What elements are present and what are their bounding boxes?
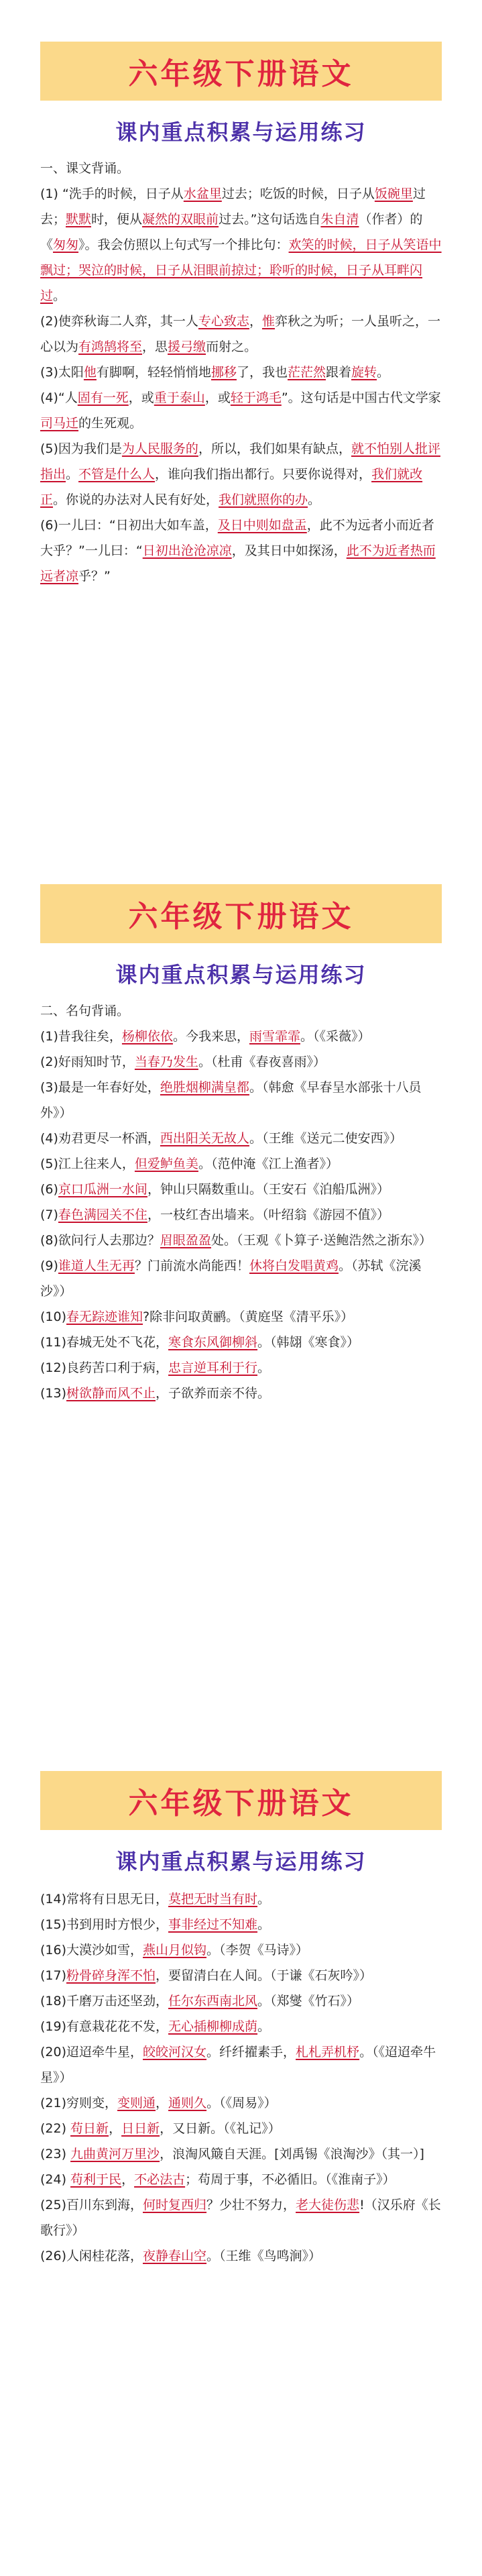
item-text: 》。我会仿照以上句式写一个排比句： bbox=[78, 237, 289, 252]
list-item bbox=[40, 436, 442, 513]
answer-text: 但爱鲈鱼美 bbox=[134, 1157, 198, 1171]
item-text: (11)春城无处不飞花， bbox=[40, 1335, 169, 1350]
title-banner-2 bbox=[40, 884, 442, 943]
answer-text: 九曲黄河万里沙 bbox=[70, 2147, 160, 2161]
list-item bbox=[40, 1937, 442, 1963]
item-list bbox=[40, 1024, 442, 1406]
answer-text: 水盆里 bbox=[183, 186, 222, 201]
item-text: ，思 bbox=[142, 339, 168, 354]
item-text: ”。这句话是中国古代文学家 bbox=[281, 390, 441, 405]
list-item bbox=[40, 309, 442, 360]
answer-text: 为人民服务的 bbox=[121, 441, 198, 456]
answer-text: 京口瓜洲一水间 bbox=[58, 1182, 147, 1197]
item-text: 时，便从 bbox=[91, 212, 143, 227]
answer-text: 专心致志 bbox=[198, 314, 249, 329]
answer-text: 饭碗里 bbox=[374, 186, 413, 201]
answer-text: 他 bbox=[83, 365, 97, 380]
item-text: 乎？” bbox=[78, 569, 111, 584]
answer-text: 通则久 bbox=[168, 2096, 207, 2110]
answer-text: 默默 bbox=[66, 212, 92, 227]
page-subtitle: 课内重点积累与运用练习 bbox=[115, 962, 367, 987]
item-text: !（汉乐府《长歌行》） bbox=[40, 2198, 441, 2238]
item-text: 的生死观。 bbox=[78, 416, 143, 431]
answer-text: 不必法古 bbox=[134, 2172, 186, 2187]
item-text: ，子欲养而亲不待。 bbox=[156, 1386, 271, 1401]
answer-text: 当春乃发生 bbox=[134, 1055, 198, 1069]
item-text: (17) bbox=[40, 1968, 67, 1983]
list-item bbox=[40, 1049, 442, 1075]
item-text: (13) bbox=[40, 1386, 67, 1401]
item-text: (5)因为我们是 bbox=[40, 441, 122, 456]
list-item bbox=[40, 1355, 442, 1381]
answer-text: 固有一死 bbox=[77, 390, 129, 405]
item-text: (1) “洗手的时候，日子从 bbox=[40, 186, 184, 201]
answer-text: 此不为近者热而远者凉 bbox=[40, 543, 436, 584]
item-text: 。 bbox=[257, 2019, 271, 2034]
page-subtitle: 课内重点积累与运用练习 bbox=[115, 119, 367, 145]
item-text: 跟着 bbox=[326, 365, 352, 380]
answer-text: 春无踪迹谁知 bbox=[66, 1309, 143, 1324]
answer-text: 司马迁 bbox=[40, 416, 79, 431]
item-text: ，及其日中如探汤， bbox=[231, 543, 347, 558]
item-text: (21)穷则变， bbox=[40, 2096, 118, 2110]
list-item bbox=[40, 1381, 442, 1406]
list-item bbox=[40, 2141, 442, 2167]
item-text: (3)最是一年春好处， bbox=[40, 1080, 160, 1095]
answer-text: 有鸿鹄将至 bbox=[78, 339, 143, 354]
list-item bbox=[40, 2167, 442, 2192]
answer-text: 就不怕别人批评指出 bbox=[40, 441, 440, 482]
list-item bbox=[40, 385, 442, 436]
item-text: (22) bbox=[40, 2121, 71, 2136]
answer-text: 挪移 bbox=[210, 365, 237, 380]
item-text: (14)常将有日思无日， bbox=[40, 1892, 169, 1907]
list-item bbox=[40, 1886, 442, 1912]
section-heading: 一、课文背诵。 bbox=[40, 161, 130, 176]
list-item bbox=[40, 360, 442, 385]
section-heading: 二、名句背诵。 bbox=[40, 1004, 130, 1018]
list-item bbox=[40, 2090, 442, 2116]
section-2-content bbox=[40, 998, 442, 1406]
answer-text: 重于泰山 bbox=[154, 390, 205, 405]
item-text: (2)使弈秋诲二人弈，其一人 bbox=[40, 314, 198, 329]
item-text: 。（韩愈《早春呈水部张十八员外》） bbox=[40, 1080, 422, 1120]
item-text: (2)好雨知时节， bbox=[40, 1055, 135, 1069]
item-text: (16)大漠沙如雪， bbox=[40, 1943, 143, 1957]
list-item bbox=[40, 513, 442, 589]
title-banner-3 bbox=[40, 1771, 442, 1830]
page-subtitle: 课内重点积累与运用练习 bbox=[115, 1849, 367, 1874]
answer-text: 茫茫然 bbox=[287, 365, 326, 380]
answer-text: 苟日新 bbox=[70, 2121, 109, 2136]
list-item bbox=[40, 2014, 442, 2039]
item-text: (23) bbox=[40, 2147, 71, 2161]
item-text: 。（苏轼《浣溪沙》） bbox=[40, 1258, 422, 1299]
list-item bbox=[40, 1024, 442, 1049]
item-text: ，所以，我们如果有缺点， bbox=[198, 441, 351, 456]
list-item bbox=[40, 1126, 442, 1151]
item-text: 。（韩翃《寒食》） bbox=[257, 1335, 360, 1350]
item-text: (25)百川东到海， bbox=[40, 2198, 143, 2212]
item-text: 。（李贺《马诗》） bbox=[206, 1943, 309, 1957]
item-text: 。 bbox=[257, 1892, 271, 1907]
answer-text: 札札弄机杼 bbox=[296, 2045, 360, 2059]
answer-text: 日日新 bbox=[121, 2121, 160, 2136]
answer-text: 日初出沧沧凉凉 bbox=[142, 543, 232, 558]
list-item bbox=[40, 1988, 442, 2014]
answer-text: 我们就改正 bbox=[40, 467, 423, 507]
item-text: 过去。”这句话选自 bbox=[219, 212, 321, 227]
item-text: 。今我来思， bbox=[172, 1029, 249, 1044]
answer-text: 老大徒伤悲 bbox=[296, 2198, 360, 2212]
item-text: ；苟周于事，不必循旧。（《淮南子》） bbox=[185, 2172, 396, 2187]
item-text: ，或 bbox=[128, 390, 154, 405]
list-item bbox=[40, 1202, 442, 1228]
item-text: 。（《采薇》） bbox=[300, 1029, 371, 1044]
item-text: (8)欲问行人去那边？ bbox=[40, 1233, 160, 1248]
list-item bbox=[40, 1912, 442, 1937]
answer-text: 旋转 bbox=[351, 365, 377, 380]
answer-text: 无心插柳柳成荫 bbox=[168, 2019, 258, 2034]
answer-text: 休将白发唱黄鸡 bbox=[249, 1258, 339, 1273]
list-item bbox=[40, 1304, 442, 1330]
item-text: ，一枝红杏出墙来。（叶绍翁《游园不值》） bbox=[147, 1208, 389, 1222]
item-text: ，谁向我们指出都行。只要你说得对， bbox=[155, 467, 372, 482]
item-text: (9) bbox=[40, 1258, 58, 1273]
item-text: ？少壮不努力， bbox=[206, 2198, 296, 2212]
item-text: (18)千磨万击还坚劲， bbox=[40, 1994, 169, 2008]
answer-text: 欢笑的时候，日子从笑语中飘过；哭泣的时候，日子从泪眼前掠过；聆听的时候，日子从耳畔闪过 bbox=[40, 237, 442, 303]
list-item bbox=[40, 1228, 442, 1253]
answer-text: 夜静春山空 bbox=[143, 2249, 207, 2263]
item-text: (19)有意栽花花不发， bbox=[40, 2019, 169, 2034]
answer-text: 任尔东西南北风 bbox=[168, 1994, 258, 2008]
answer-text: 不管是什么人 bbox=[78, 467, 156, 482]
item-text: (12)良药苦口利于病， bbox=[40, 1360, 169, 1375]
item-list bbox=[40, 181, 442, 589]
answer-text: 谁道人生无再 bbox=[58, 1258, 135, 1273]
item-text: ，此不为远者小而近者大乎？”一儿曰：“ bbox=[40, 518, 434, 558]
item-text: ， bbox=[109, 2121, 122, 2136]
item-text: 。（郑燮《竹石》） bbox=[257, 1994, 360, 2008]
item-text: 。 bbox=[53, 288, 66, 303]
list-item bbox=[40, 1177, 442, 1202]
answer-text: 变则通 bbox=[117, 2096, 156, 2110]
answer-text: 树欲静而风不止 bbox=[66, 1386, 156, 1401]
answer-text: 杨柳依依 bbox=[121, 1029, 173, 1044]
answer-text: 轻于鸿毛 bbox=[230, 390, 282, 405]
item-text: 。 bbox=[66, 467, 79, 482]
list-item bbox=[40, 1963, 442, 1988]
item-text: (24) bbox=[40, 2172, 71, 2187]
item-text: 过去；吃饭的时候，日子从 bbox=[221, 186, 375, 201]
item-text: ，钟山只隔数重山。（王安石《泊船瓜洲》） bbox=[147, 1182, 389, 1197]
answer-text: 凝然的双眼前 bbox=[142, 212, 219, 227]
answer-text: 皎皎河汉女 bbox=[143, 2045, 207, 2059]
list-item bbox=[40, 1253, 442, 1304]
item-text: 。纤纤擢素手， bbox=[206, 2045, 296, 2059]
answer-text: 援弓缴 bbox=[168, 339, 206, 354]
answer-text: 我们就照你的办 bbox=[219, 492, 308, 507]
answer-text: 眉眼盈盈 bbox=[160, 1233, 211, 1248]
item-text: (26)人闲桂花落， bbox=[40, 2249, 143, 2263]
list-item bbox=[40, 1330, 442, 1355]
item-text: (6)一儿曰：“日初出大如车盖， bbox=[40, 518, 218, 533]
item-text: (10) bbox=[40, 1309, 67, 1324]
item-text: ， bbox=[249, 314, 262, 329]
item-text: 。（杜甫《春夜喜雨》） bbox=[198, 1055, 326, 1069]
item-text: ， bbox=[121, 2172, 135, 2187]
list-item bbox=[40, 1151, 442, 1177]
item-text: (5)江上往来人， bbox=[40, 1157, 135, 1171]
item-text: (1)昔我往矣， bbox=[40, 1029, 122, 1044]
item-text: 过去； bbox=[40, 186, 426, 227]
item-text: 。（王维《送元二使安西》） bbox=[249, 1131, 402, 1146]
item-text: 有脚啊，轻轻悄悄地 bbox=[96, 365, 211, 380]
title-banner-1 bbox=[40, 42, 442, 101]
item-text: 。 bbox=[257, 1360, 271, 1375]
item-text: 。 bbox=[308, 492, 321, 507]
item-text: ， bbox=[156, 2096, 169, 2110]
item-text: 。（《周易》） bbox=[206, 2096, 277, 2110]
item-list bbox=[40, 1886, 442, 2269]
item-text: 。（《迢迢牵牛星》） bbox=[40, 2045, 436, 2085]
list-item bbox=[40, 1075, 442, 1126]
item-text: (4)“人 bbox=[40, 390, 78, 405]
list-item bbox=[40, 2243, 442, 2269]
item-text: (15)书到用时方恨少， bbox=[40, 1917, 169, 1932]
answer-text: 匆匆 bbox=[53, 237, 79, 252]
answer-text: 寒食东风御柳斜 bbox=[168, 1335, 258, 1350]
item-text: 。 bbox=[257, 1917, 271, 1932]
answer-text: 雨雪霏霏 bbox=[249, 1029, 300, 1044]
answer-text: 苟利于民 bbox=[70, 2172, 122, 2187]
item-text: (7) bbox=[40, 1208, 58, 1222]
answer-text: 朱自清 bbox=[320, 212, 359, 227]
answer-text: 莫把无时当有时 bbox=[168, 1892, 258, 1907]
item-text: ，浪淘风簸自天涯。[刘禹锡《浪淘沙》（其一）] bbox=[160, 2147, 424, 2161]
answer-text: 绝胜烟柳满皇都 bbox=[160, 1080, 249, 1095]
item-text: 处。（王观《卜算子·送鲍浩然之浙东》） bbox=[210, 1233, 432, 1248]
item-text: ?除非问取黄鹂。（黄庭坚《清平乐》） bbox=[143, 1309, 354, 1324]
item-text: 。（范仲淹《江上渔者》） bbox=[198, 1157, 339, 1171]
item-text: ，又日新。（《礼记》） bbox=[160, 2121, 281, 2136]
answer-text: 惟 bbox=[261, 314, 275, 329]
section-3-content bbox=[40, 1886, 442, 2269]
item-text: (4)劝君更尽一杯酒， bbox=[40, 1131, 160, 1146]
section-1-content bbox=[40, 156, 442, 589]
item-text: 。你说的办法对人民有好处， bbox=[53, 492, 219, 507]
item-text: 弈秋之为听；一人虽听之，一心以为 bbox=[40, 314, 440, 354]
item-text: ？门前流水尚能西！ bbox=[134, 1258, 249, 1273]
item-text: (20)迢迢牵牛星， bbox=[40, 2045, 143, 2059]
answer-text: 忠言逆耳利于行 bbox=[168, 1360, 258, 1375]
item-text: 了，我也 bbox=[236, 365, 288, 380]
item-text: ，或 bbox=[204, 390, 231, 405]
answer-text: 事非经过不知难 bbox=[168, 1917, 258, 1932]
answer-text: 燕山月似钩 bbox=[143, 1943, 207, 1957]
list-item bbox=[40, 2116, 442, 2141]
item-text: 。（王维《鸟鸣涧》） bbox=[206, 2249, 322, 2263]
item-text: （作者）的《 bbox=[40, 212, 423, 252]
answer-text: 粉骨碎身浑不怕 bbox=[66, 1968, 156, 1983]
item-text: (3)太阳 bbox=[40, 365, 84, 380]
list-item bbox=[40, 181, 442, 309]
list-item bbox=[40, 2039, 442, 2090]
item-text: ，要留清白在人间。（于谦《石灰吟》） bbox=[156, 1968, 373, 1983]
page-title: 六年级下册语文 bbox=[128, 900, 354, 934]
item-text: 。 bbox=[377, 365, 390, 380]
page-title: 六年级下册语文 bbox=[128, 1786, 354, 1821]
list-item bbox=[40, 2192, 442, 2243]
answer-text: 西出阳关无故人 bbox=[160, 1131, 249, 1146]
answer-text: 及日中则如盘盂 bbox=[217, 518, 307, 533]
page-title: 六年级下册语文 bbox=[128, 57, 354, 91]
item-text: (6) bbox=[40, 1182, 58, 1197]
answer-text: 春色满园关不住 bbox=[58, 1208, 147, 1222]
item-text: 而射之。 bbox=[206, 339, 257, 354]
answer-text: 何时复西归 bbox=[143, 2198, 207, 2212]
